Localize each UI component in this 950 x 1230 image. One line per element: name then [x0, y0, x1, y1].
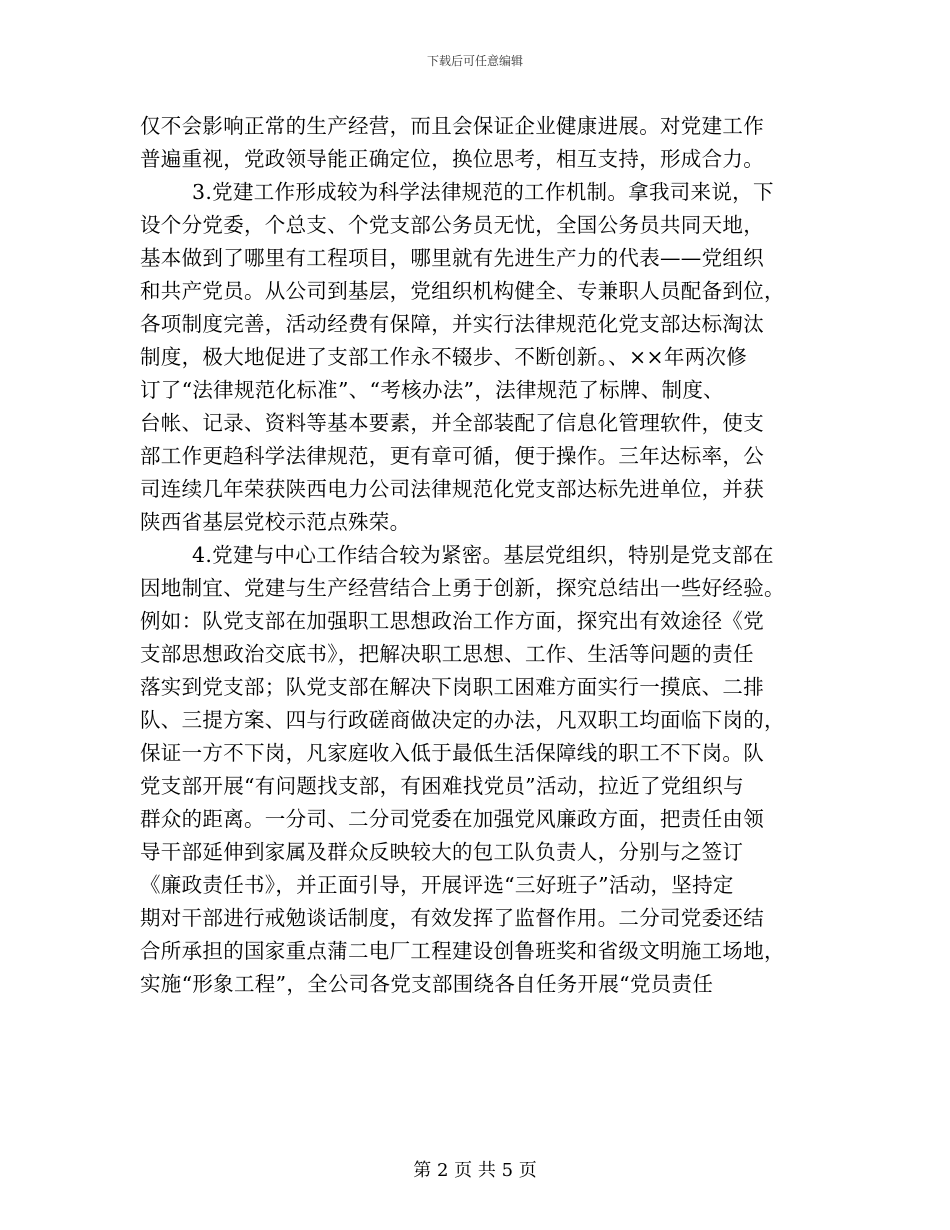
text-line: 各项制度完善，活动经费有保障，并实行法律规范化党支部达标淘汰	[140, 312, 764, 336]
text-line: 合所承担的国家重点蒲二电厂工程建设创鲁班奖和省级文明施工场地，	[140, 939, 785, 963]
text-line: 党支部开展“有问题找支部，有困难找党员”活动，拉近了党组织与	[140, 774, 744, 798]
text-line: 台帐、记录、资料等基本要素，并全部装配了信息化管理软件，使支	[140, 411, 764, 435]
text-line: 司连续几年荣获陕西电力公司法律规范化党支部达标先进单位，并获	[140, 477, 764, 501]
text-line: 群众的距离。一分司、二分司党委在加强党风廉政方面，把责任由领	[140, 807, 764, 831]
page-header-note: 下载后可任意编辑	[426, 54, 523, 68]
text-line: 订了“法律规范化标准”、“考核办法”，法律规范了标牌、制度、	[140, 378, 724, 402]
text-line: 支部思想政治交底书》，把解决职工思想、工作、生活等问题的责任	[140, 642, 754, 666]
document-body	[140, 110, 812, 1001]
text-line: 队、三提方案、四与行政磋商做决定的办法，凡双职工均面临下岗的，	[140, 708, 785, 732]
text-line: 和共产党员。从公司到基层，党组织机构健全、专兼职人员配备到位，	[140, 279, 785, 303]
text-line: 设个分党委，个总支、个党支部公务员无忧，全国公务员共同天地，	[140, 213, 764, 237]
text-line: 落实到党支部；队党支部在解决下岗职工困难方面实行一摸底、二排	[140, 675, 764, 699]
text-line: 普遍重视，党政领导能正确定位，换位思考，相互支持，形成合力。	[140, 147, 764, 171]
text-line: 因地制宜、党建与生产经营结合上勇于创新，探究总结出一些好经验。	[140, 576, 785, 600]
text-line: 基本做到了哪里有工程项目，哪里就有先进生产力的代表——党组织	[140, 246, 764, 270]
text-line: 导干部延伸到家属及群众反映较大的包工队负责人，分别与之签订	[140, 840, 744, 864]
text-line: 期对干部进行戒勉谈话制度，有效发挥了监督作用。二分司党委还结	[140, 906, 764, 930]
text-line: 《廉政责任书》，并正面引导，开展评选“三好班子”活动，坚持定	[140, 873, 734, 897]
text-line: 实施“形象工程”，全公司各党支部围绕各自任务开展“党员责任	[140, 972, 714, 996]
text-line: 制度，极大地促进了支部工作永不辍步、不断创新。、××年两次修	[140, 345, 748, 369]
text-line: 部工作更趋科学法律规范，更有章可循，便于操作。三年达标率，公	[140, 444, 764, 468]
text-line: 陕西省基层党校示范点殊荣。	[140, 510, 411, 534]
text-line: 仅不会影响正常的生产经营，而且会保证企业健康进展。对党建工作	[140, 114, 764, 138]
text-line: 例如：队党支部在加强职工思想政治工作方面，探究出有效途径《党	[140, 609, 764, 633]
text-line: 保证一方不下岗，凡家庭收入低于最低生活保障线的职工不下岗。队	[140, 741, 764, 765]
paragraph-start-line: 3.党建工作形成较为科学法律规范的工作机制。拿我司来说，下	[192, 180, 774, 204]
page-number-footer: 第 2 页 共 5 页	[413, 1160, 537, 1181]
paragraph-start-line: 4.党建与中心工作结合较为紧密。基层党组织，特别是党支部在	[192, 543, 774, 567]
